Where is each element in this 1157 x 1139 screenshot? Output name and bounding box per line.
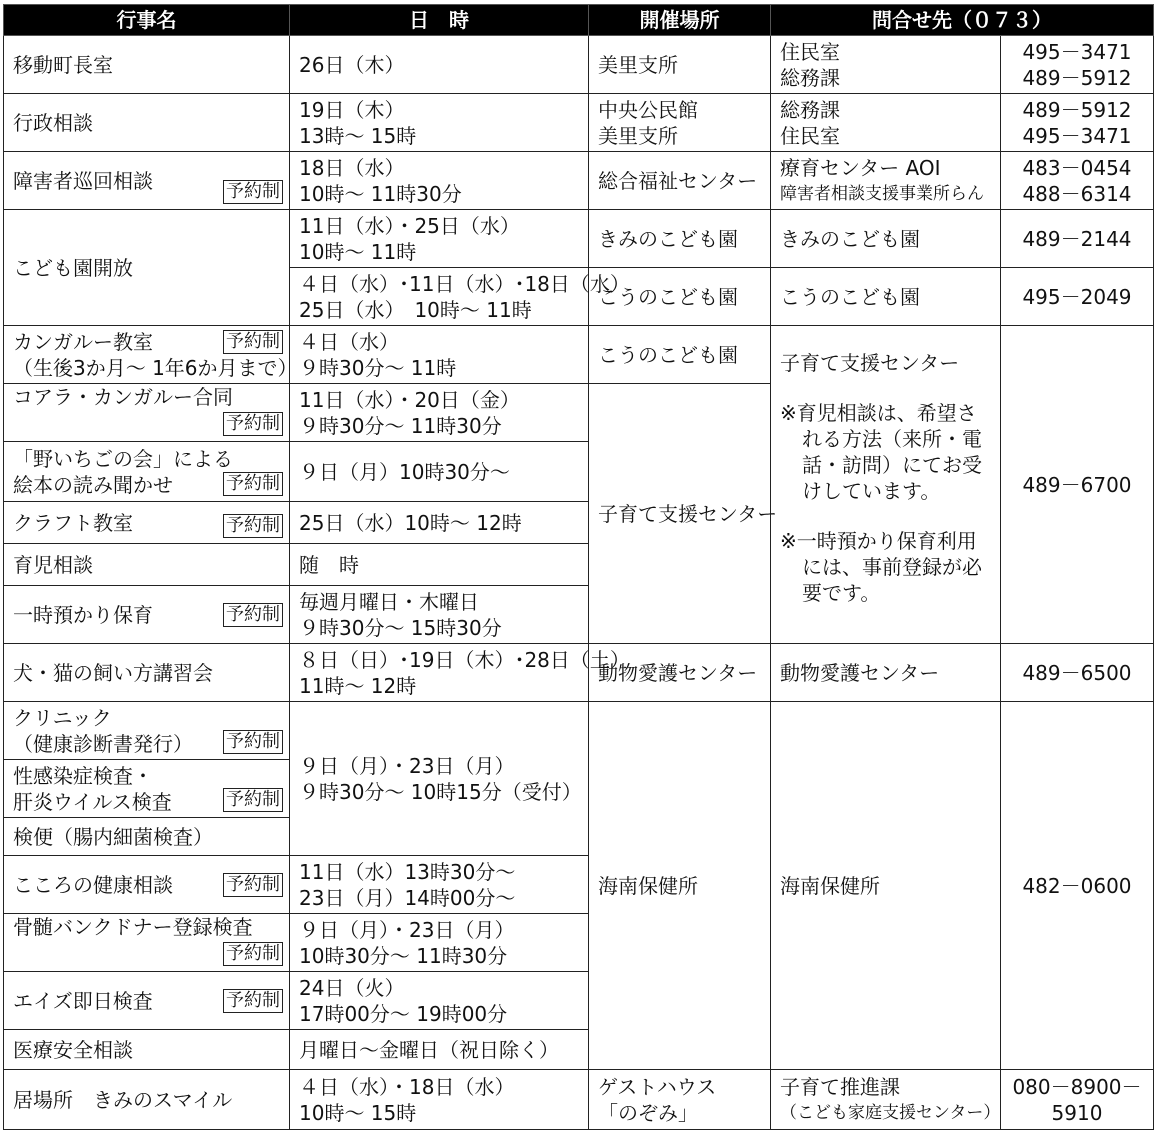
table-row <box>4 326 1154 384</box>
tel-line: 495－3471 <box>1022 123 1132 148</box>
event-date <box>290 326 589 384</box>
event-date <box>290 972 589 1030</box>
event-date: 25日（水）10時～ 12時 <box>290 502 589 544</box>
date-line: ４日（水）・18日（水） <box>299 1074 515 1099</box>
contact-line: （こども家庭支援センター） <box>780 1102 1001 1123</box>
event-tel: 482－0600 <box>1001 702 1154 1070</box>
table-row <box>4 94 1154 152</box>
tel-line: 495－3471 <box>1022 39 1132 64</box>
tel-line: 489－5912 <box>1022 65 1132 90</box>
tel-line: 5910 <box>1051 1100 1103 1125</box>
reservation-badge: 予約制 <box>223 330 283 354</box>
date-line: ９時30分～ 11時30分 <box>299 413 502 438</box>
date-line: 13時～ 15時 <box>299 123 417 148</box>
event-name-sub: （健康診断書発行） <box>13 731 193 756</box>
date-line: ４日（水） <box>299 329 399 354</box>
event-name: カンガルー教室 <box>13 329 153 354</box>
event-venue <box>589 1070 771 1130</box>
event-venue: こうのこども園 <box>589 326 771 384</box>
date-line: ８日（日）･19日（木）･28日（土） <box>299 647 630 672</box>
event-name: エイズ即日検査 <box>13 988 153 1013</box>
contact-line: 住民室 <box>780 39 840 64</box>
event-date <box>290 1070 589 1130</box>
event-contact <box>771 1070 1001 1130</box>
event-venue: 海南保健所 <box>589 702 771 1070</box>
date-line: 17時00分～ 19時00分 <box>299 1001 508 1026</box>
table-row <box>4 36 1154 94</box>
event-tel <box>1001 1070 1154 1130</box>
date-line: ９時30分～ 15時30分 <box>299 615 502 640</box>
table-row <box>4 702 1154 760</box>
date-line: 10時～ 11時 <box>299 239 417 264</box>
date-line: 11日（水）13時30分～ <box>299 859 516 884</box>
event-name: クラフト教室 <box>13 510 133 535</box>
event-name: 検便（腸内細菌検査） <box>4 818 290 856</box>
event-date <box>290 644 630 702</box>
table-row <box>4 644 1154 702</box>
date-line: ９日（月）・23日（月） <box>299 753 515 778</box>
event-name: 骨髄バンクドナー登録検査 <box>13 915 253 939</box>
event-venue <box>589 94 771 152</box>
date-line: 10時～ 15時 <box>299 1100 417 1125</box>
date-line: 23日（月）14時00分～ <box>299 885 516 910</box>
contact-line: 障害者相談支援事業所らん <box>780 183 984 204</box>
event-tel <box>1001 36 1154 94</box>
event-contact <box>771 152 1001 210</box>
reservation-badge: 予約制 <box>223 788 283 812</box>
date-line: 10時30分～ 11時30分 <box>299 943 508 968</box>
date-line: 11時～ 12時 <box>299 673 417 698</box>
tel-line: 080－8900－ <box>1012 1074 1142 1099</box>
event-name: 性感染症検査・ <box>13 763 153 788</box>
event-name: 育児相談 <box>4 544 290 586</box>
event-name: 居場所 きみのスマイル <box>4 1070 290 1130</box>
reservation-badge: 予約制 <box>223 412 283 436</box>
reservation-badge: 予約制 <box>223 180 283 204</box>
event-name-cell <box>4 760 290 818</box>
event-tel: 495－2049 <box>1001 268 1154 326</box>
event-name: 絵本の読み聞かせ <box>13 472 173 497</box>
date-line: 18日（水） <box>299 155 405 180</box>
event-contact: 動物愛護センター <box>771 644 1001 702</box>
event-venue: 美里支所 <box>589 36 771 94</box>
event-tel <box>1001 152 1154 210</box>
venue-line: 中央公民館 <box>598 97 698 122</box>
tel-line: 489－5912 <box>1022 97 1132 122</box>
date-line: 25日（水） 10時～ 11時 <box>299 297 532 322</box>
event-date <box>290 210 589 268</box>
event-name-cell <box>4 914 290 972</box>
event-name: 医療安全相談 <box>4 1030 290 1070</box>
reservation-badge: 予約制 <box>223 942 283 966</box>
venue-line: 美里支所 <box>598 123 678 148</box>
tel-line: 483－0454 <box>1022 155 1132 180</box>
contact-line: 総務課 <box>780 65 840 90</box>
event-name: クリニック <box>13 705 112 730</box>
event-date <box>290 914 589 972</box>
event-date <box>290 152 589 210</box>
event-tel: 489－2144 <box>1001 210 1154 268</box>
table-row <box>4 152 1154 210</box>
tel-line: 488－6314 <box>1022 181 1132 206</box>
childcare-note: ※一時預かり保育利用には、事前登録が必要です。 <box>780 529 982 605</box>
contact-line: 子育て推進課 <box>780 1074 900 1099</box>
event-tel: 489－6500 <box>1001 644 1154 702</box>
event-date: 月曜日～金曜日（祝日除く） <box>290 1030 589 1070</box>
event-name: 行政相談 <box>4 94 290 152</box>
date-line: 24日（火） <box>299 975 405 1000</box>
reservation-badge: 予約制 <box>223 873 283 897</box>
event-name: 障害者巡回相談 <box>13 168 153 193</box>
table-row <box>4 210 1154 268</box>
event-date <box>290 384 589 442</box>
date-line: 11日（水）・20日（金） <box>299 387 520 412</box>
event-date: 26日（木） <box>290 36 589 94</box>
event-venue: きみのこども園 <box>589 210 771 268</box>
event-name-cell <box>4 326 298 384</box>
date-line: 毎週月曜日・木曜日 <box>299 589 479 614</box>
event-name: 移動町長室 <box>4 36 290 94</box>
contact-line: 総務課 <box>780 97 840 122</box>
header-venue: 開催場所 <box>589 5 771 36</box>
contact-line: 療育センター AOI <box>780 155 941 180</box>
contact-name: 子育て支援センター <box>780 351 960 375</box>
event-contact: きみのこども園 <box>771 210 1001 268</box>
event-contact: こうのこども園 <box>771 268 1001 326</box>
reservation-badge: 予約制 <box>223 730 283 754</box>
header-event: 行事名 <box>4 5 290 36</box>
event-name-cell <box>4 152 290 210</box>
event-name-cell <box>4 856 290 914</box>
reservation-badge: 予約制 <box>223 989 283 1013</box>
table-header-row <box>4 5 1154 36</box>
header-contact: 問合せ先（０７３） <box>771 5 1154 36</box>
event-name-cell <box>4 384 290 442</box>
event-name-sub: （生後3か月～ 1年6か月まで） <box>13 355 298 380</box>
event-contact <box>771 36 1001 94</box>
event-venue: 総合福祉センター <box>589 152 771 210</box>
event-name-cell <box>4 702 290 760</box>
contact-line: 住民室 <box>780 123 840 148</box>
event-schedule-table <box>3 4 1154 1130</box>
event-name-cell <box>4 586 290 644</box>
event-date: 随 時 <box>290 544 589 586</box>
date-line: 19日（木） <box>299 97 405 122</box>
event-contact <box>771 94 1001 152</box>
event-venue: 子育て支援センター <box>589 384 771 644</box>
date-line: ９時30分～ 10時15分（受付） <box>299 779 582 804</box>
event-tel <box>1001 94 1154 152</box>
event-venue: 動物愛護センター <box>589 644 771 702</box>
event-tel: 489－6700 <box>1001 326 1154 644</box>
event-name-cell <box>4 502 290 544</box>
event-name: コアラ・カンガルー合同 <box>13 385 233 409</box>
event-venue: こうのこども園 <box>589 268 771 326</box>
event-date <box>290 702 589 856</box>
event-contact: 海南保健所 <box>771 702 1001 1070</box>
venue-line: ゲストハウス <box>598 1074 717 1099</box>
event-name: こころの健康相談 <box>13 872 173 897</box>
date-line: 10時～ 11時30分 <box>299 181 462 206</box>
event-name: 「野いちごの会」による <box>13 446 233 471</box>
event-name: 犬・猫の飼い方講習会 <box>4 644 290 702</box>
date-line: ９時30分～ 11時 <box>299 355 457 380</box>
venue-line: 「のぞみ」 <box>598 1100 698 1125</box>
event-date <box>290 856 589 914</box>
event-name: 肝炎ウイルス検査 <box>13 789 172 814</box>
header-datetime: 日 時 <box>290 5 589 36</box>
table-row <box>4 1070 1154 1130</box>
event-date: ９日（月）10時30分～ <box>290 442 589 502</box>
date-line: 11日（水）・25日（水） <box>299 213 520 238</box>
reservation-badge: 予約制 <box>223 603 283 627</box>
event-name: こども園開放 <box>4 210 290 326</box>
event-name-cell <box>4 442 290 502</box>
event-date <box>290 268 630 326</box>
event-date <box>290 586 589 644</box>
date-line: ４日（水）･11日（水）･18日（水） <box>299 271 630 296</box>
consultation-note: ※育児相談は、希望される方法（来所・電話・訪問）にてお受けしています。 <box>780 401 982 503</box>
reservation-badge: 予約制 <box>223 472 283 496</box>
event-name: 一時預かり保育 <box>13 602 153 627</box>
reservation-badge: 予約制 <box>223 514 283 538</box>
kosodate-contact <box>771 326 1001 644</box>
event-name-cell <box>4 972 290 1030</box>
date-line: ９日（月）・23日（月） <box>299 917 515 942</box>
event-date <box>290 94 589 152</box>
